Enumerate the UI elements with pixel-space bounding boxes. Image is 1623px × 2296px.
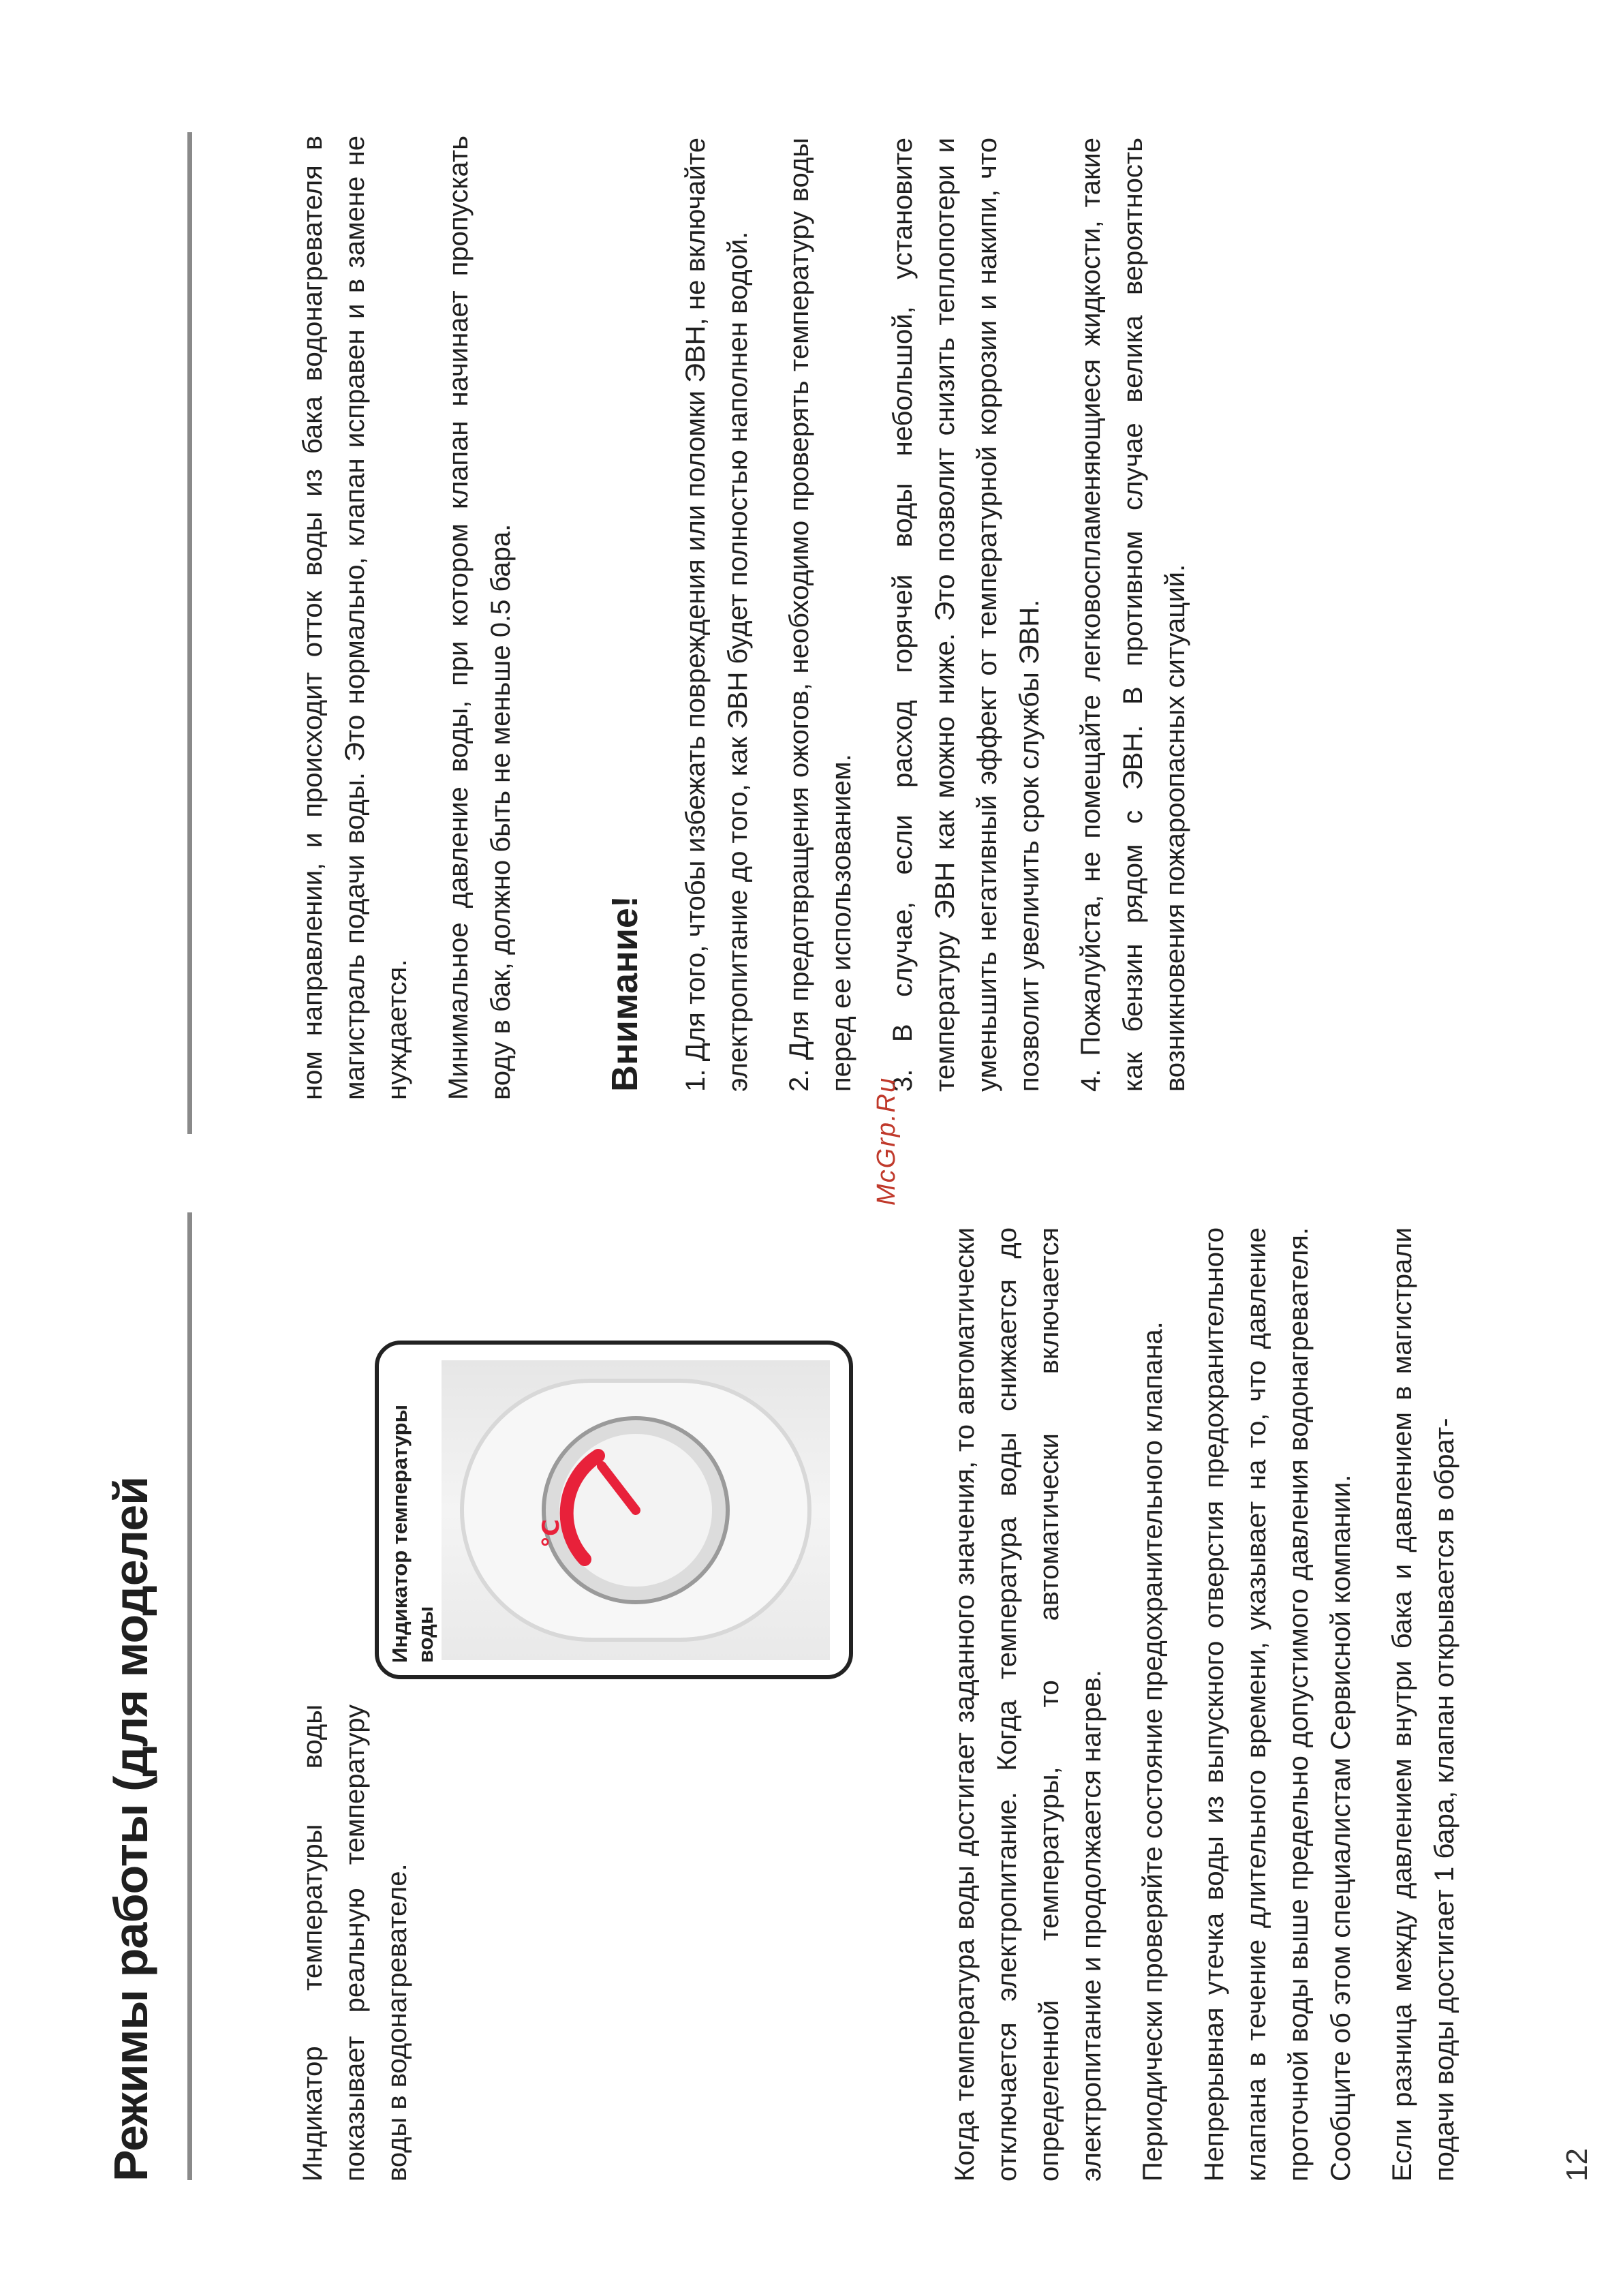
title-rule-right xyxy=(187,132,192,1134)
indicator-photo xyxy=(442,1360,830,1660)
continued-paragraph: ном направлении, и происходит отток воды из бака водонагревателя в магистраль подачи воды. Это нормально, клапан исправен и в замене не нуждается. xyxy=(298,136,412,1100)
page-title: Режимы работы (для моделей xyxy=(104,1476,157,2182)
left-column-body xyxy=(944,1227,1485,2182)
min-pressure-paragraph: Минимальное давление воды, при котором клапан начинает пропускать воду в бак, должно быть не меньше 0.5 бара. xyxy=(444,136,516,1100)
warning-item-1: 1. Для того, чтобы избежать повреждения или поломки ЭВН, не включайте электропитание до того, как ЭВН будет полностью наполнен водой. xyxy=(681,138,753,1092)
auto-switch-paragraph: Когда температура воды достигает заданного значения, то автоматически отключается электропитание. Когда температура воды снижается до определенной температуры, то автоматически включается электропитание и продолжается нагрев. xyxy=(950,1227,1107,2182)
right-column xyxy=(292,136,541,1100)
page-number: 12 xyxy=(1560,2148,1594,2182)
warning-item-3: 3. В случае, если расход горячей воды небольшой, установите температуру ЭВН как можно ниже. Это позволит снизить теплопотери и уменьшить негативный эффект от температурной коррозии и накипи, что позволит увеличить срок службы ЭВН. xyxy=(888,138,1045,1092)
indicator-label: Индикатор температуры воды xyxy=(388,1404,437,1663)
watermark: McGrp.Ru xyxy=(872,1076,901,1206)
indicator-figure xyxy=(375,1341,853,1679)
warning-item-2: 2. Для предотвращения ожогов, необходимо проверять температуру воды перед ее использованием. xyxy=(784,138,856,1092)
title-rule-left xyxy=(187,1212,192,2180)
leak-paragraph: Непрерывная утечка воды из выпускного отверстия предохранительного клапана в течение длительного времени, указывает на то, что давление проточной воды выше предельно допустимого давления водонагревателя. Сообщите об этом специалистам Сервисной компании. xyxy=(1199,1227,1356,2182)
valve-check-paragraph: Периодически проверяйте состояние предохранительного клапана. xyxy=(1138,1321,1168,2182)
indicator-intro: Индикатор температуры воды показывает реальную температуру воды в водонагревателе. xyxy=(298,1704,412,2182)
warning-item-4: 4. Пожалуйста, не помещайте легковоспламеняющиеся жидкости, такие как бензин рядом с ЭВН. В противном случае велика вероятность возникновения пожароопасных ситуаций. xyxy=(1076,138,1190,1092)
warning-list xyxy=(675,138,1216,1092)
warning-heading: Внимание! xyxy=(604,896,645,1092)
thermometer-dial-icon xyxy=(442,1360,830,1660)
pressure-paragraph: Если разница между давлением внутри бака и давлением в магистрали подачи воды достигает 1 бара, клапан открывается в обрат- xyxy=(1387,1227,1459,2182)
indicator-unit: °C xyxy=(538,1519,565,1548)
